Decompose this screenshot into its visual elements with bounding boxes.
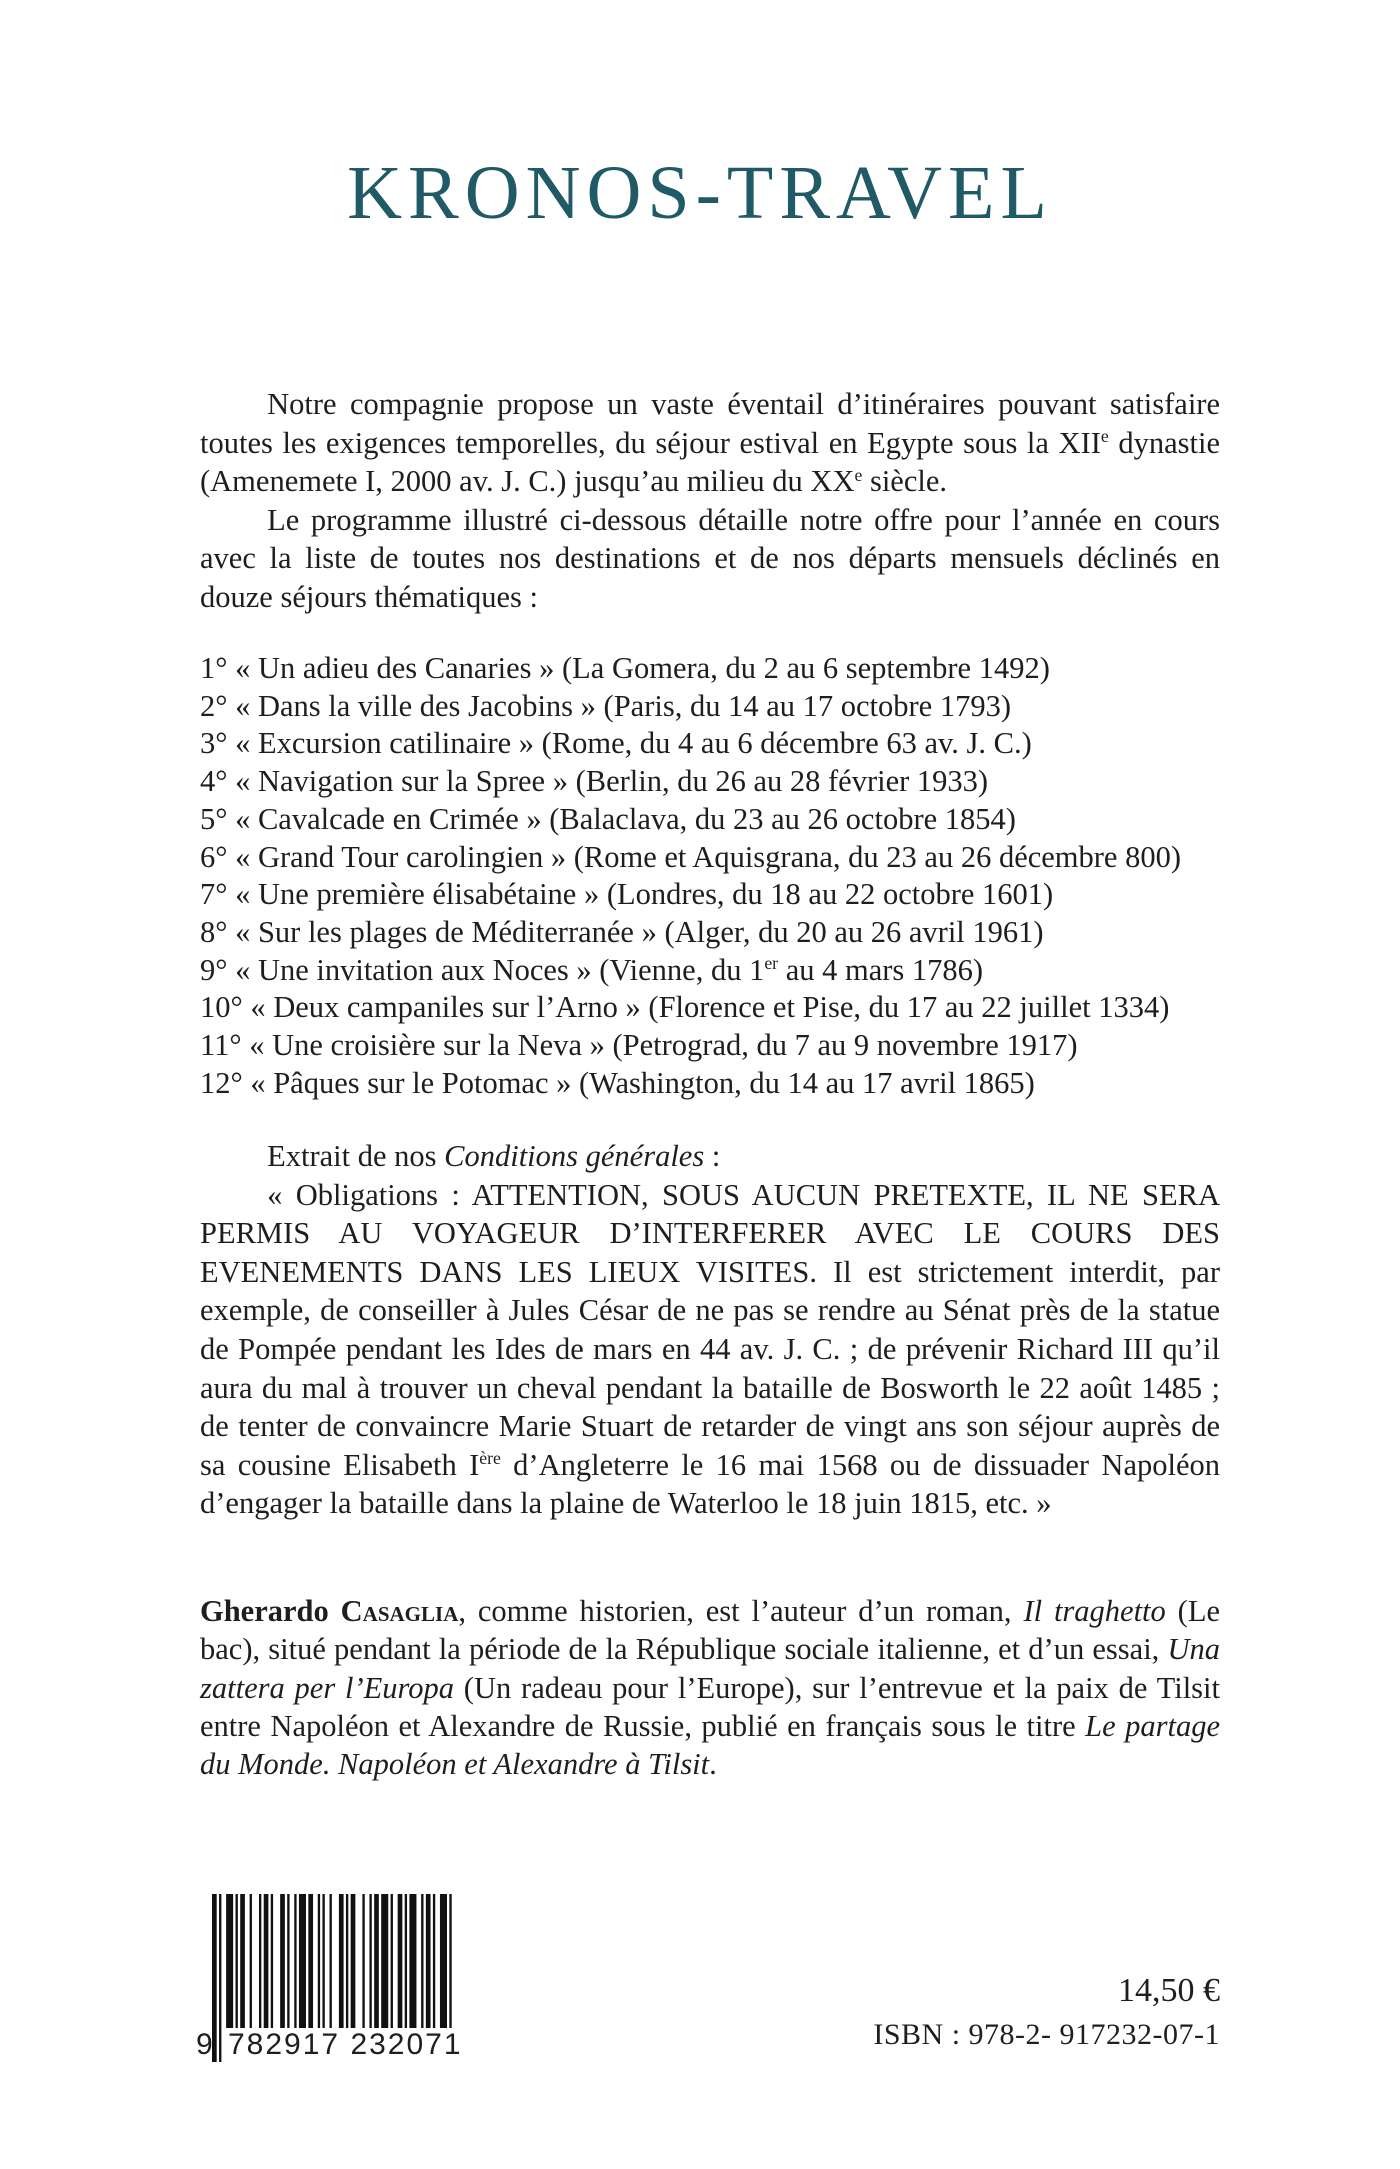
itinerary-item: 6° « Grand Tour carolingien » (Rome et Aquisgrana, du 23 au 26 décembre 800): [200, 839, 1182, 874]
book-title: KRONOS-TRAVEL: [347, 151, 1053, 235]
barcode-digits: 782917 232071: [228, 2028, 463, 2061]
conditions-intro: Extrait de nos Conditions générales :: [267, 1139, 721, 1173]
itinerary-item: 10° « Deux campaniles sur l’Arno » (Florence et Pise, du 17 au 22 juillet 1334): [200, 990, 1170, 1025]
itinerary-item: 1° « Un adieu des Canaries » (La Gomera, du 2 au 6 septembre 1492): [200, 651, 1050, 685]
itinerary-item: 2° « Dans la ville des Jacobins » (Paris, du 14 au 17 octobre 1793): [200, 688, 1011, 723]
itinerary-item: 3° « Excursion catilinaire » (Rome, du 4 au 6 décembre 63 av. J. C.): [200, 726, 1032, 761]
barcode-first-digit: 9: [196, 2028, 214, 2061]
price: 14,50 €: [1118, 1972, 1220, 2009]
conditions-section: [200, 1137, 1220, 1523]
itinerary-item: 12° « Pâques sur le Potomac » (Washington, du 14 au 17 avril 1865): [200, 1065, 1035, 1100]
conditions-line-1: « Obligations : ATTENTION, SOUS AUCUN PRETEXTE, IL NE SERA: [267, 1177, 1220, 1212]
intro-paragraph-2: Le programme illustré ci-dessous détaille notre offre pour l’année en cours avec la liste de toutes nos destinations et de nos départs mensuels déclinés en douze séjours thématiques :: [200, 502, 1220, 614]
itinerary-item: 4° « Navigation sur la Spree » (Berlin, du 26 au 28 février 1933): [200, 764, 989, 799]
author-bio-paragraph: Gherardo Casaglia, comme historien, est l’auteur d’un roman, Il traghetto (Le bac), situé pendant la période de la République sociale italienne, et d’un essai, Una zattera per l’Europa (Un radeau pour l’Europe), sur l’entrevue et la paix de Tilsit entre Napoléon et Alexandre de Russie, publié en français sous le titre Le partage du Monde. Napoléon et Alexandre à Tilsit.: [200, 1594, 1220, 1782]
itinerary-item: 11° « Une croisière sur la Neva » (Petrograd, du 7 au 9 novembre 1917): [200, 1028, 1078, 1063]
author-name: Gherardo Casaglia: [200, 1594, 459, 1628]
intro-paragraph-1: Notre compagnie propose un vaste éventail d’itinéraires pouvant satisfaire toutes les exigences temporelles, du séjour estival en Egypte sous la XIIe dynastie (Amenemete I, 2000 av. J. C.) jusqu’au milieu du XXe siècle.: [200, 387, 1220, 499]
itinerary-list: [200, 650, 1220, 1102]
conditions-body: EVENEMENTS DANS LES LIEUX VISITES. Il est strictement interdit, par exemple, de conseiller à Jules César de ne pas se rendre au Sénat près de la statue de Pompée pendant les Ides de mars en 44 av. J. C. ; de prévenir Richard III qu’il aura du mal à trouver un cheval pendant la bataille de Bosworth le 22 août 1485 ; de tenter de convaincre Marie Stuart de retarder de vingt ans son séjour auprès de sa cousine Elisabeth Ière d’Angleterre le 16 mai 1568 ou de dissuader Napoléon d’engager la bataille dans la plaine de Waterloo le 18 juin 1815, etc. »: [200, 1254, 1220, 1521]
intro-section: [200, 385, 1220, 617]
isbn: ISBN : 978-2- 917232-07-1: [873, 2018, 1220, 2051]
itinerary-item: 7° « Une première élisabétaine » (Londres, du 18 au 22 octobre 1601): [200, 877, 1054, 912]
itinerary-item: 8° « Sur les plages de Méditerranée » (Alger, du 20 au 26 avril 1961): [200, 914, 1044, 949]
conditions-line-2: PERMIS AU VOYAGEUR D’INTERFERER AVEC LE COURS DES: [200, 1216, 1220, 1251]
itinerary-item: 5° « Cavalcade en Crimée » (Balaclava, du 23 au 26 octobre 1854): [200, 801, 1016, 836]
itinerary-item: 9° « Une invitation aux Noces » (Vienne, du 1er au 4 mars 1786): [200, 952, 984, 987]
author-bio: [200, 1592, 1220, 1783]
